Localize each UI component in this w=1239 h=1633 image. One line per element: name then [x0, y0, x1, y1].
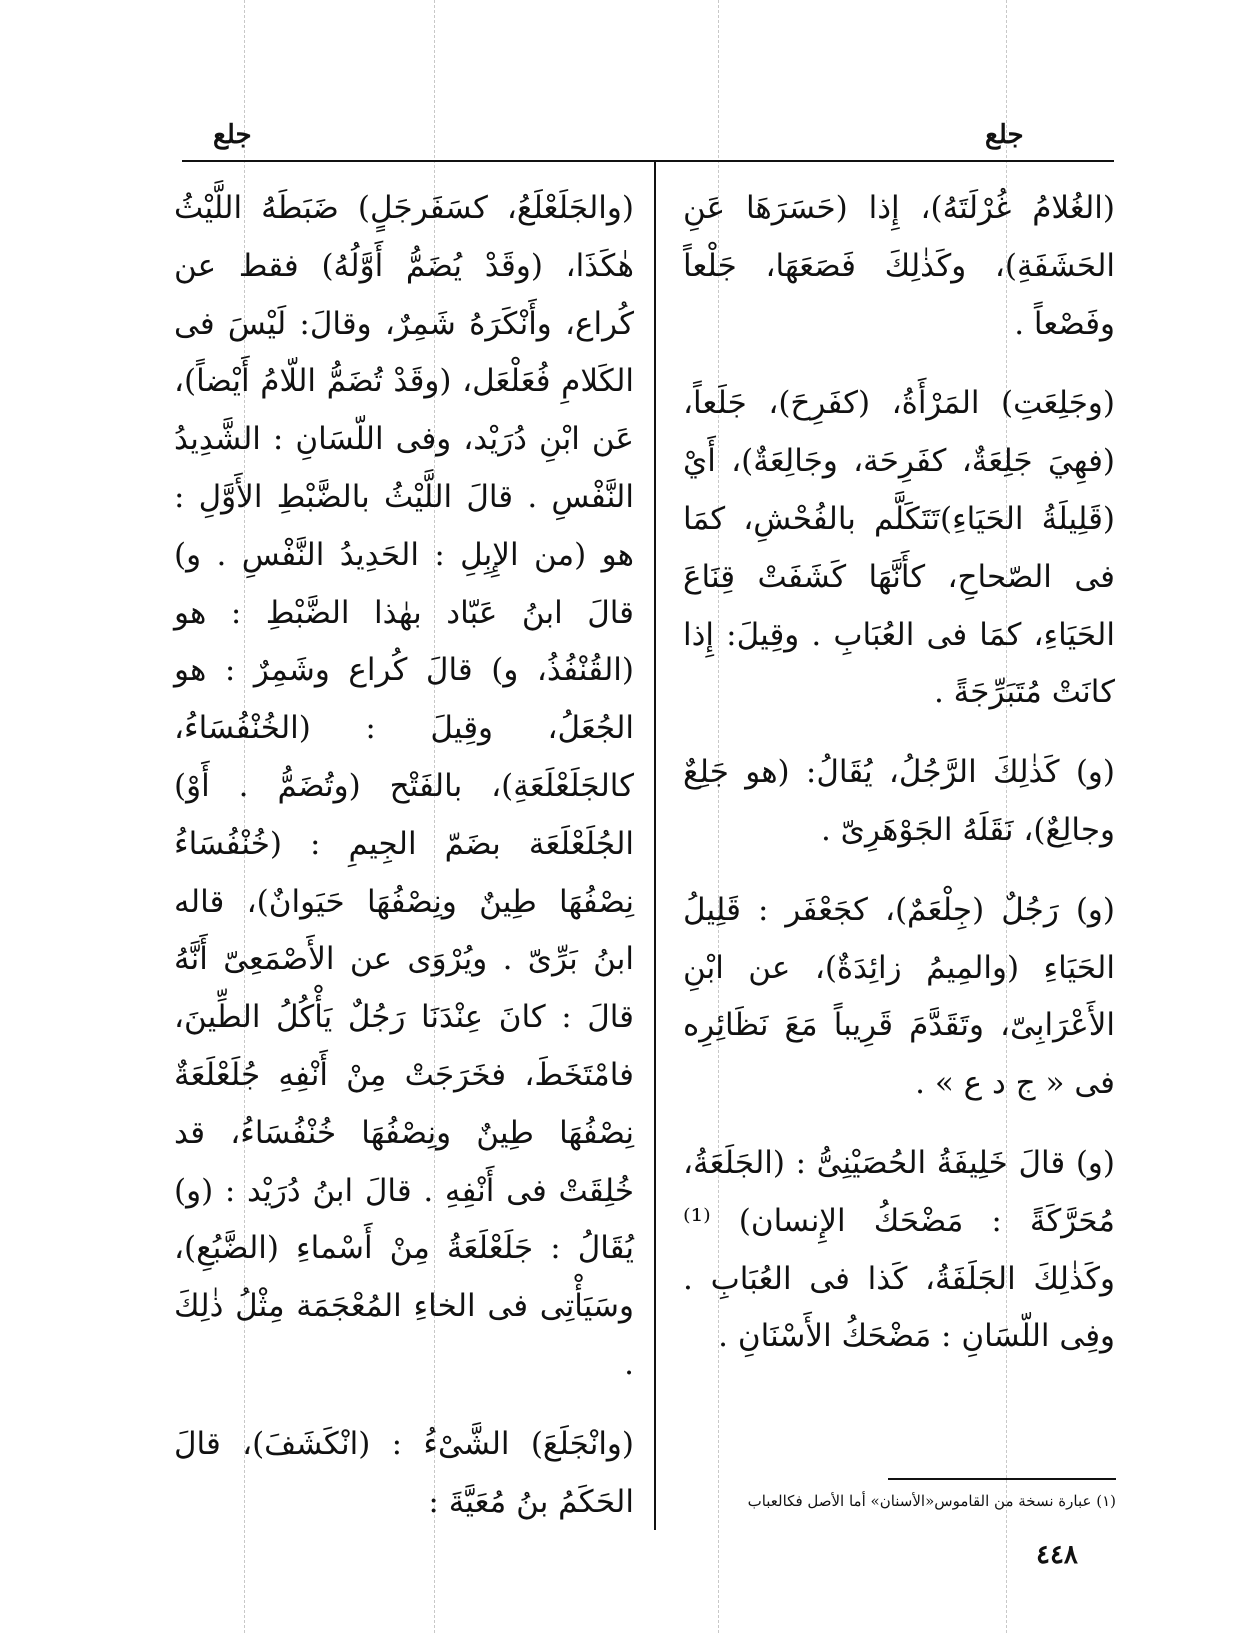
entry-paragraph: (و) كَذٰلِكَ الرَّجُلُ، يُقَالُ: (هو جَلِعٌ وجالِعٌ)، نَقَلَهُ الجَوْهَرِىّ . [683, 754, 1115, 848]
footnote: (١) عبارة نسخة من القاموس«الأسنان» أما الأصل فكالعباب [747, 1492, 1116, 1510]
left-column [174, 180, 634, 1553]
footnote-rule [888, 1478, 1116, 1480]
header-word-right: جلع [985, 120, 1024, 150]
entry-paragraph: (وانْجَلَعَ) الشَّىْءُ : (انْكَشَفَ)، قالَ الحَكَمُ بنُ مُعَيَّةَ : [174, 1425, 634, 1520]
entry-paragraph: (و) رَجُلٌ (جِلْعَمٌ)، كجَعْفَر : قَلِيلُ الحَيَاءِ (والمِيمُ زائِدَةٌ)، عن ابْنِ الأَعْرَابِىّ، وتَقَدَّمَ قَرِيباً مَعَ نَظَائِرِه فى « ج د ع » . [683, 891, 1115, 1102]
header-rule [182, 160, 1114, 162]
entry-paragraph: (والجَلَعْلَعُ، كسَفَرجَلٍ) ضَبَطَهُ اللَّيْثُ هٰكَذَا، (وقَدْ يُضَمُّ أَوَّلُهُ) فقط عن كُراع، وأَنْكَرَهُ شَمِرٌ، وقالَ: لَيْسَ فى الكَلامِ فُعَلْعَل، (وقَدْ تُضَمُّ اللّامُ أَيْضاً)، عَن ابْنِ دُرَيْد، وفى اللّسَانِ : الشَّدِيدُ النَّفْسِ . قالَ اللَّيْثُ بالضَّبْطِ الأَوَّلِ : هو (من الإِبِلِ : الحَدِيدُ النَّفْسِ . و) قالَ ابنُ عَبّاد بهٰذا الضَّبْطِ : هو (القُنْفُذُ، و) قالَ كُراع وشَمِرٌ : هو الجُعَلُ، وقِيلَ : (الخُنْفُسَاءُ، كالجَلَعْلَعَةِ)، بالفَتْح (وتُضَمُّ . أَوْ) الجُلَعْلَعَة بضَمّ الجِيمِ : (خُنْفُسَاءُ نِصْفُهَا طِينٌ ونِصْفُهَا حَيَوانٌ)، قاله ابنُ بَرِّىّ . ويُرْوَى عن الأَصْمَعِىّ أَنَّهُ قالَ : كانَ عِنْدَنَا رَجُلٌ يَأْكُلُ الطِّينَ، فامْتَخَطَ، فخَرَجَتْ مِنْ أَنْفِهِ جُلَعْلَعَةٌ نِصْفُهَا طِينٌ ونِصْفُهَا خُنْفُسَاءُ، قد خُلِقَتْ فى أَنْفِهِ . قالَ ابنُ دُرَيْد : (و) يُقَالُ : جَلَعْلَعَةُ مِنْ أَسْماءِ (الضَّبُعِ)، وسَيَأْتِى فى الخاءِ المُعْجَمَة مِثْلُ ذٰلِكَ . [174, 190, 634, 1382]
page-number: ٤٤٨ [1036, 1540, 1078, 1570]
entry-paragraph: (وجَلِعَتِ) المَرْأَةُ، (كفَرِحَ)، جَلَعاً، (فهِيَ جَلِعَةٌ، كفَرِحَة، وجَالِعَةٌ)، أَيْ (قَلِيلَةُ الحَيَاءِ)تَتَكَلَّم بالفُحْشِ، كمَا فى الصّحاحِ، كأَنَّهَا كَشَفَتْ قِنَاعَ الحَيَاءِ، كمَا فى العُبَابِ . وقِيلَ: إِذا كانَتْ مُتَبَرِّجَةً . [683, 385, 1115, 711]
entry-paragraph: (و) قالَ خَلِيفَةُ الحُصَيْنِىُّ : (الجَلَعَةُ، مُحَرَّكَةً : مَضْحَكُ الإِنسان) ⁽¹⁾ وكَذٰلِكَ الجَلَفَةُ، كَذا فى العُبَابِ . وفِى اللّسَانِ : مَضْحَكُ الأَسْنَانِ . [683, 1144, 1115, 1355]
header-word-left: جلع [213, 120, 252, 150]
entry-paragraph: (الغُلامُ غُرْلَتَهُ)، إِذا (حَسَرَهَا عَنِ الحَشَفَةِ)، وكَذٰلِكَ فَصَعَهَا، جَلْعاً وفَصْعاً . [683, 190, 1115, 342]
right-column [683, 180, 1115, 1388]
column-divider [654, 162, 656, 1530]
